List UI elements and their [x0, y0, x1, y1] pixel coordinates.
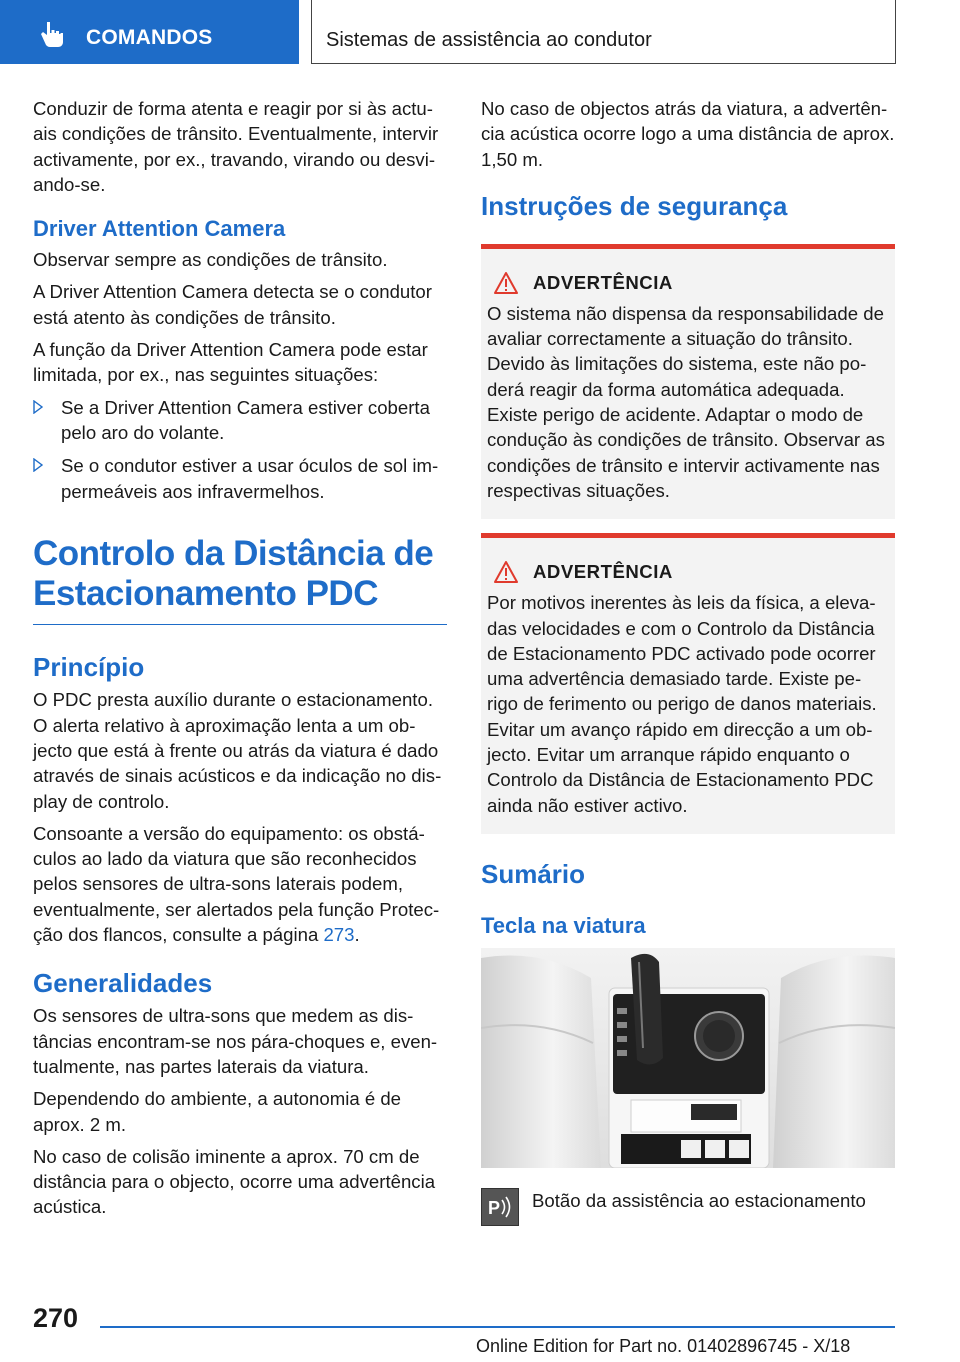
heading-seguranca: Instruções de segurança	[481, 190, 788, 221]
warning-title: ADVERTÊNCIA	[533, 271, 673, 293]
principio-paragraph-2: Consoante a versão do equipamento: os obstá-culos ao lado da viatura que são reconhecidos pelos sensores de ultra-sons laterais podem, eventualmente, ser alertados pela função Protec-ção dos flancos, consulte a página 273.	[33, 822, 440, 946]
warning-text: O sistema não dispensa da responsabilidade de avaliar correctamente a situação do trânsito. Devido às limitações do sistema, este não po-derá reagir da forma automática adequada. Existe perigo de acidente. Adaptar o modo de condução às condições de trânsito. Observar as condições de trânsito e intervir activamente nas respectivas situações.	[487, 302, 885, 501]
dac-paragraph-2: A Driver Attention Camera detecta se o condutor está atento às condições de trânsito.	[33, 281, 432, 328]
heading-generalidades: Generalidades	[33, 968, 213, 999]
warning-box	[481, 533, 895, 834]
hand-pointer-icon	[38, 20, 66, 48]
dac-limitations-list	[33, 395, 447, 504]
gen-paragraph-2: Dependendo do ambiente, a autonomia é de aprox. 2 m.	[33, 1088, 402, 1135]
legend-row	[481, 1188, 895, 1226]
warning-box	[481, 244, 895, 519]
warning-triangle-icon	[493, 560, 519, 584]
page-link[interactable]: 273	[323, 924, 355, 946]
chapter-title: Sistemas de assistência ao condutor	[326, 29, 652, 51]
heading-sumario: Sumário	[481, 858, 586, 889]
heading-rule	[33, 624, 447, 626]
chapter-header	[311, 0, 896, 64]
footer-edition: Online Edition for Part no. 01402896745 - X/18	[476, 1336, 851, 1356]
dac-paragraph-1: Observar sempre as condições de trânsito.	[33, 249, 388, 271]
center-console-photo	[481, 948, 895, 1168]
warning-text: Por motivos inerentes às leis da física, a eleva-das velocidades e com o Controlo da Distância de Estacionamento PDC activado pode ocorrer uma advertência demasiado tarde. Existe pe-rigo de ferimento ou perigo de danos materiais. Evitar um avanço rápido em direcção a um ob-jecto. Evitar um arranque rápido enquanto o Controlo da Distância de Estacionamento PDC ainda não estiver activo.	[487, 592, 877, 816]
gen-paragraph-3: No caso de colisão iminente a aprox. 70 cm de distância para o objecto, ocorre uma advertência acústica.	[33, 1145, 436, 1218]
section-tab	[0, 0, 299, 64]
heading-pdc: Controlo da Distância de Estacionamento PDC	[33, 533, 434, 613]
warning-title: ADVERTÊNCIA	[533, 561, 673, 583]
warning-triangle-icon	[493, 271, 519, 295]
right-column	[481, 96, 895, 1226]
heading-tecla: Tecla na viatura	[481, 912, 646, 938]
triangle-bullet-icon	[33, 400, 43, 414]
footer-rule	[100, 1326, 895, 1328]
legend-text: Botão da assistência ao estacionamento	[532, 1189, 866, 1211]
list-item: Se o condutor estiver a usar óculos de sol im-permeáveis aos infravermelhos.	[33, 453, 447, 504]
principio-paragraph-1: O PDC presta auxílio durante o estacionamento. O alerta relativo à aproximação lenta a um ob-jecto que está à frente ou atrás da viatura é dado através de sinais acústicos e da indicação no dis-play de controlo.	[33, 689, 442, 812]
list-item: Se a Driver Attention Camera estiver coberta pelo aro do volante.	[33, 395, 447, 446]
heading-principio: Princípio	[33, 652, 145, 683]
gen-paragraph-1: Os sensores de ultra-sons que medem as dis-tâncias encontram-se nos pára-choques e, even-tualmente, nas partes laterais da viatura.	[33, 1005, 438, 1077]
page-number: 270	[33, 1303, 79, 1333]
park-assist-button-icon	[481, 1188, 519, 1226]
triangle-bullet-icon	[33, 458, 43, 472]
heading-driver-attention-camera: Driver Attention Camera	[33, 216, 286, 242]
right-intro-paragraph: No caso de objectos atrás da viatura, a advertên-cia acústica ocorre logo a uma distância de aprox. 1,50 m.	[481, 98, 895, 170]
svg-text:P: P	[488, 1197, 501, 1218]
section-tab-label: COMANDOS	[86, 26, 213, 49]
left-column	[33, 96, 447, 1227]
dac-paragraph-3: A função da Driver Attention Camera pode estar limitada, por ex., nas seguintes situações:	[33, 339, 428, 386]
intro-paragraph: Conduzir de forma atenta e reagir por si às actu-ais condições de trânsito. Eventualmente, intervir activamente, por ex., travando, virando ou desvi-ando-se.	[33, 98, 439, 195]
